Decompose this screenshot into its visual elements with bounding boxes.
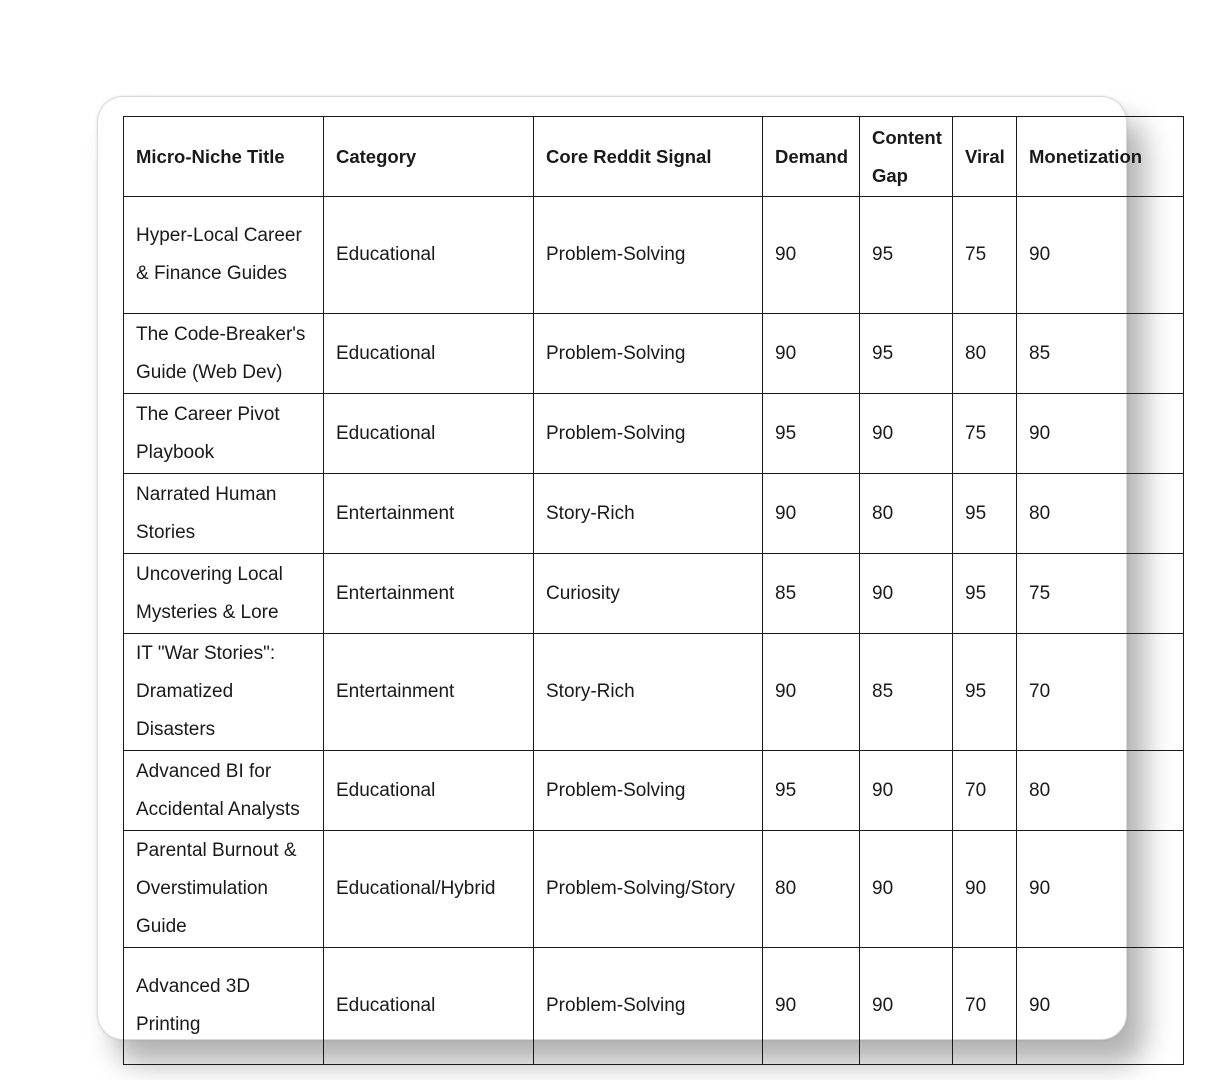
- cell-monetization: 75: [1017, 554, 1184, 634]
- cell-title: Advanced 3D Printing: [124, 948, 324, 1065]
- cell-content-gap: 95: [860, 314, 953, 394]
- cell-signal: Problem-Solving/Story: [534, 831, 763, 948]
- header-monetization: Monetization: [1017, 117, 1184, 197]
- cell-title: The Career Pivot Playbook: [124, 394, 324, 474]
- cell-signal: Story-Rich: [534, 474, 763, 554]
- cell-viral: 95: [953, 634, 1017, 751]
- table-row: [124, 314, 1184, 394]
- cell-monetization: 70: [1017, 634, 1184, 751]
- header-title: Micro-Niche Title: [124, 117, 324, 197]
- cell-content-gap: 90: [860, 948, 953, 1065]
- cell-category: Entertainment: [324, 474, 534, 554]
- cell-category: Educational: [324, 751, 534, 831]
- cell-content-gap: 95: [860, 197, 953, 314]
- cell-title: Narrated Human Stories: [124, 474, 324, 554]
- cell-viral: 70: [953, 751, 1017, 831]
- cell-viral: 90: [953, 831, 1017, 948]
- cell-demand: 95: [763, 394, 860, 474]
- table-row: [124, 554, 1184, 634]
- cell-viral: 95: [953, 554, 1017, 634]
- cell-signal: Story-Rich: [534, 634, 763, 751]
- table-card: [97, 96, 1143, 1040]
- cell-viral: 80: [953, 314, 1017, 394]
- cell-content-gap: 90: [860, 831, 953, 948]
- table-header-row: [124, 117, 1184, 197]
- cell-demand: 95: [763, 751, 860, 831]
- cell-title: Advanced BI for Accidental Analysts: [124, 751, 324, 831]
- cell-demand: 90: [763, 634, 860, 751]
- cell-category: Educational: [324, 948, 534, 1065]
- header-category: Category: [324, 117, 534, 197]
- cell-monetization: 90: [1017, 394, 1184, 474]
- cell-title: Parental Burnout & Overstimulation Guide: [124, 831, 324, 948]
- table-row: [124, 474, 1184, 554]
- cell-demand: 80: [763, 831, 860, 948]
- cell-monetization: 90: [1017, 197, 1184, 314]
- cell-viral: 75: [953, 394, 1017, 474]
- cell-demand: 90: [763, 948, 860, 1065]
- cell-signal: Problem-Solving: [534, 314, 763, 394]
- cell-demand: 90: [763, 474, 860, 554]
- header-signal: Core Reddit Signal: [534, 117, 763, 197]
- cell-category: Entertainment: [324, 634, 534, 751]
- cell-category: Educational/Hybrid: [324, 831, 534, 948]
- cell-demand: 90: [763, 197, 860, 314]
- cell-signal: Curiosity: [534, 554, 763, 634]
- header-viral: Viral: [953, 117, 1017, 197]
- cell-monetization: 90: [1017, 948, 1184, 1065]
- cell-category: Educational: [324, 314, 534, 394]
- cell-signal: Problem-Solving: [534, 751, 763, 831]
- header-demand: Demand: [763, 117, 860, 197]
- cell-title: Uncovering Local Mysteries & Lore: [124, 554, 324, 634]
- table-row: [124, 394, 1184, 474]
- cell-signal: Problem-Solving: [534, 197, 763, 314]
- cell-category: Entertainment: [324, 554, 534, 634]
- cell-category: Educational: [324, 197, 534, 314]
- cell-title: IT "War Stories": Dramatized Disasters: [124, 634, 324, 751]
- table-row: [124, 634, 1184, 751]
- niche-table: [123, 116, 1184, 1065]
- table-row: [124, 831, 1184, 948]
- cell-viral: 95: [953, 474, 1017, 554]
- cell-title: The Code-Breaker's Guide (Web Dev): [124, 314, 324, 394]
- cell-category: Educational: [324, 394, 534, 474]
- table-row: [124, 751, 1184, 831]
- table-row: [124, 197, 1184, 314]
- header-content-gap: Content Gap: [860, 117, 953, 197]
- cell-signal: Problem-Solving: [534, 394, 763, 474]
- table-row: [124, 948, 1184, 1065]
- cell-monetization: 80: [1017, 474, 1184, 554]
- cell-demand: 85: [763, 554, 860, 634]
- cell-monetization: 80: [1017, 751, 1184, 831]
- cell-content-gap: 90: [860, 554, 953, 634]
- cell-viral: 70: [953, 948, 1017, 1065]
- cell-title: Hyper-Local Career & Finance Guides: [124, 197, 324, 314]
- cell-monetization: 85: [1017, 314, 1184, 394]
- table-scroll-area[interactable]: [123, 116, 1143, 1038]
- cell-signal: Problem-Solving: [534, 948, 763, 1065]
- cell-content-gap: 90: [860, 394, 953, 474]
- cell-content-gap: 80: [860, 474, 953, 554]
- cell-demand: 90: [763, 314, 860, 394]
- cell-content-gap: 85: [860, 634, 953, 751]
- cell-viral: 75: [953, 197, 1017, 314]
- cell-content-gap: 90: [860, 751, 953, 831]
- cell-monetization: 90: [1017, 831, 1184, 948]
